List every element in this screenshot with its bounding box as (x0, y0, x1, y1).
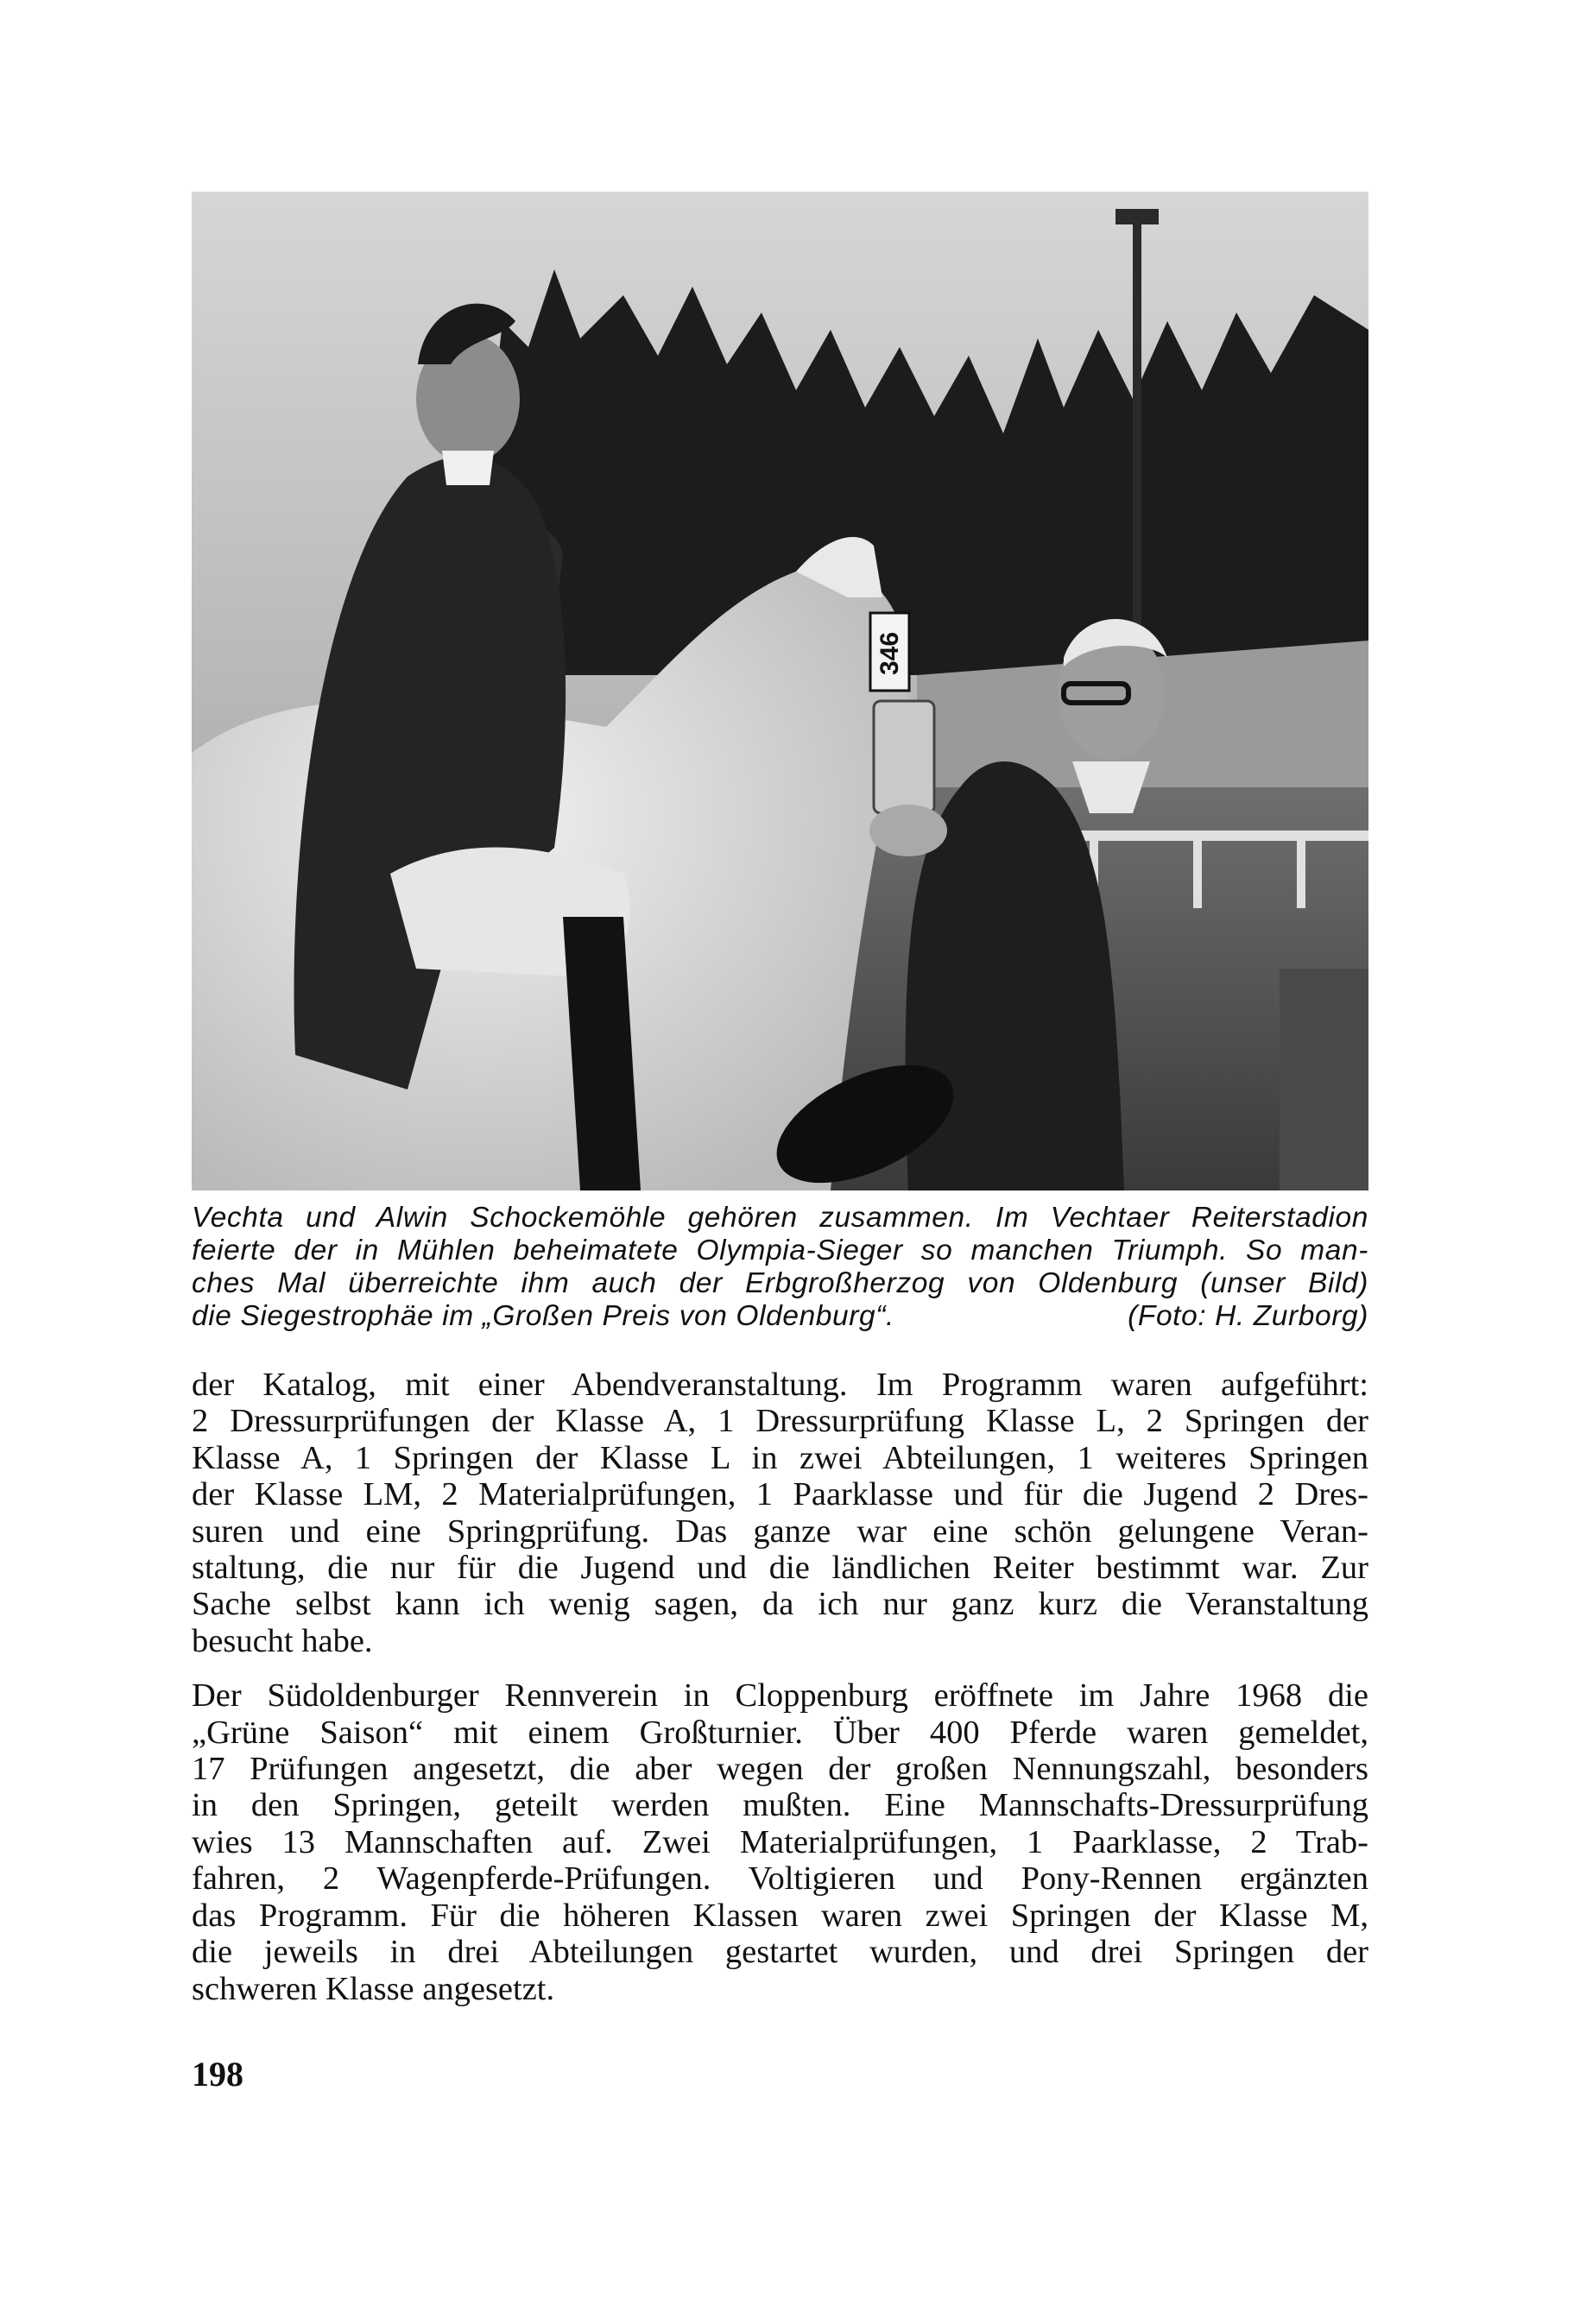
text-line: 17 Prüfungen angesetzt, die aber wegen der großen Nennungszahl, besonders (192, 1751, 1368, 1788)
text-line: wies 13 Mannschaften auf. Zwei Materialprüfungen, 1 Paarklasse, 2 Trab- (192, 1823, 1368, 1860)
caption-line: Vechta und Alwin Schockemöhle gehören zusammen. Im Vechtaer Reiterstadion (192, 1202, 1368, 1234)
text-line: die jeweils in drei Abteilungen gestartet wurden, und drei Springen der (192, 1934, 1368, 1971)
photo (192, 192, 1368, 1190)
caption-line: feierte der in Mühlen beheimatete Olympia-Sieger so manchen Triumph. So man- (192, 1235, 1368, 1266)
text-line: der Klasse LM, 2 Materialprüfungen, 1 Paarklasse und für die Jugend 2 Dres- (192, 1476, 1368, 1513)
text-line: schweren Klasse angesetzt. (192, 1970, 555, 2007)
text-line: Sache selbst kann ich wenig sagen, da ich nur ganz kurz die Veranstaltung (192, 1586, 1368, 1623)
text-line: fahren, 2 Wagenpferde-Prüfungen. Voltigieren und Pony-Rennen ergänzten (192, 1860, 1368, 1898)
text-line: „Grüne Saison“ mit einem Großturnier. Über 400 Pferde waren gemeldet, (192, 1714, 1368, 1751)
paragraph-2 (192, 1677, 1368, 2007)
light-pole (1133, 218, 1141, 666)
paragraph-1 (192, 1367, 1368, 1659)
text-line: suren und eine Springprüfung. Das ganze war eine schön gelungene Veran- (192, 1512, 1368, 1550)
text-line: Der Südoldenburger Rennverein in Cloppenburg eröffnete im Jahre 1968 die (192, 1677, 1368, 1715)
text-line: der Katalog, mit einer Abendveranstaltung. Im Programm waren aufgeführt: (192, 1367, 1368, 1403)
text-line: Klasse A, 1 Springen der Klasse L in zwei Abteilungen, 1 weiteres Springen (192, 1439, 1368, 1476)
caption-line: die Siegestrophäe im „Großen Preis von Oldenburg“. (192, 1300, 894, 1332)
text-line: 2 Dressurprüfungen der Klasse A, 1 Dressurprüfung Klasse L, 2 Springen der (192, 1403, 1368, 1440)
page-number: 198 (192, 2055, 243, 2093)
body-text (192, 1367, 1368, 2007)
text-line: in den Springen, geteilt werden mußten. Eine Mannschafts-Dressurprüfung (192, 1787, 1368, 1824)
photo-credit: (Foto: H. Zurborg) (1128, 1300, 1368, 1332)
text-line: staltung, die nur für die Jugend und die ländlichen Reiter bestimmt war. Zur (192, 1550, 1368, 1587)
trophy-bottle (874, 701, 934, 813)
bib-right-number: 346 (875, 631, 904, 676)
photo-illustration (192, 192, 1368, 1190)
text-line: das Programm. Für die höheren Klassen waren zwei Springen der Klasse M, (192, 1897, 1368, 1934)
light-pole-lamp (1115, 209, 1159, 224)
photo-caption (192, 1202, 1368, 1333)
background-figures (1280, 969, 1368, 1190)
text-line: besucht habe. (192, 1622, 373, 1659)
caption-line: ches Mal überreichte ihm auch der Erbgroßherzog von Oldenburg (unser Bild) (192, 1267, 1368, 1299)
caption-last-line (192, 1300, 1368, 1333)
